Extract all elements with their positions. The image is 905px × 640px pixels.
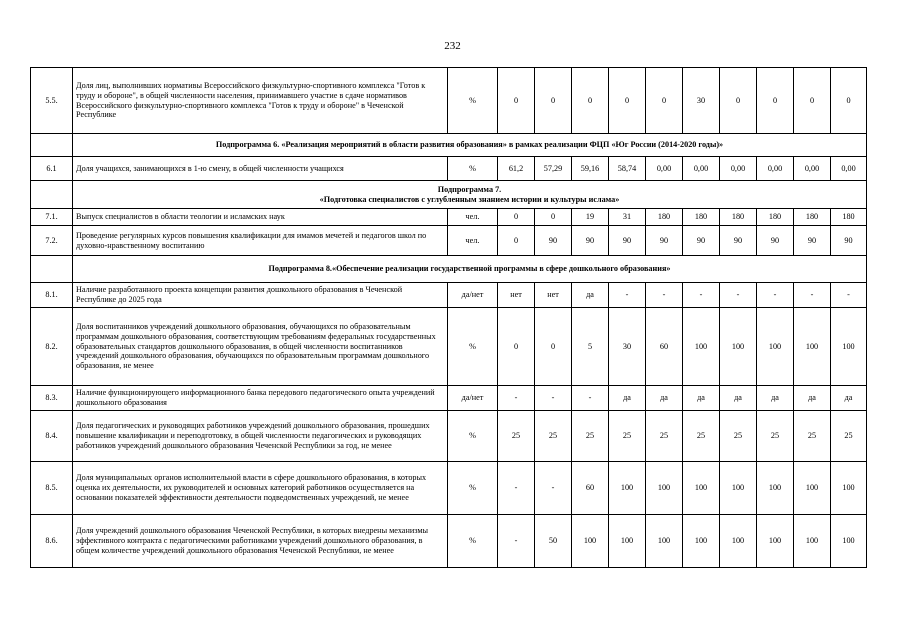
row-number: 8.5. — [31, 462, 73, 515]
value-cell: 25 — [757, 411, 794, 462]
value-cell: 25 — [831, 411, 867, 462]
indicator-description: Доля муниципальных органов исполнительной власти в сфере дошкольного образования, в которых оценка их деятельности, их руководителей и основных категорий работников осуществляется на основании показателей эффективности деятельности подведомственных учреждений, не менее — [73, 462, 448, 515]
value-cell: 0,00 — [683, 157, 720, 181]
table-row — [31, 157, 867, 181]
value-cell: 0,00 — [720, 157, 757, 181]
value-cell: 100 — [683, 308, 720, 386]
subprogram-title — [73, 134, 867, 157]
value-cell: 180 — [794, 209, 831, 226]
value-cell: 61,2 — [498, 157, 535, 181]
row-number: 6.1 — [31, 157, 73, 181]
value-cell: да — [720, 386, 757, 411]
value-cell: 90 — [757, 226, 794, 256]
value-cell: 100 — [609, 515, 646, 568]
unit-cell: % — [448, 462, 498, 515]
value-cell: 0,00 — [794, 157, 831, 181]
value-cell: 100 — [757, 515, 794, 568]
row-number: 8.3. — [31, 386, 73, 411]
indicator-description: Доля педагогических и руководящих работников учреждений дошкольного образования, прошедших повышение квалификации и переподготовку, в общей численности педагогических и руководящих работников учреждений дошкольного образования Чеченской Республики за год, не менее — [73, 411, 448, 462]
table-row — [31, 308, 867, 386]
value-cell: 90 — [572, 226, 609, 256]
value-cell: 180 — [720, 209, 757, 226]
value-cell: 180 — [831, 209, 867, 226]
row-number: 8.6. — [31, 515, 73, 568]
value-cell: нет — [498, 283, 535, 308]
value-cell: - — [646, 283, 683, 308]
subprogram-header-row — [31, 134, 867, 157]
unit-cell: % — [448, 157, 498, 181]
value-cell: - — [572, 386, 609, 411]
value-cell: 90 — [535, 226, 572, 256]
value-cell: да — [831, 386, 867, 411]
indicator-description: Выпуск специалистов в области теологии и исламских наук — [73, 209, 448, 226]
value-cell: 100 — [646, 462, 683, 515]
value-cell: 90 — [683, 226, 720, 256]
subprogram-title — [73, 256, 867, 283]
value-cell: 0 — [535, 68, 572, 134]
value-cell: 59,16 — [572, 157, 609, 181]
unit-cell: % — [448, 308, 498, 386]
value-cell: 100 — [794, 308, 831, 386]
value-cell: 30 — [683, 68, 720, 134]
value-cell: 100 — [720, 462, 757, 515]
value-cell: 90 — [794, 226, 831, 256]
row-number: 8.4. — [31, 411, 73, 462]
value-cell: - — [498, 386, 535, 411]
value-cell: да — [794, 386, 831, 411]
value-cell: 25 — [609, 411, 646, 462]
subprogram-title-line: Подпрограмма 6. «Реализация мероприятий в области развития образования» в рамках реализации ФЦП «Юг России (2014-2020 годы)» — [215, 140, 724, 150]
value-cell: 0 — [498, 308, 535, 386]
value-cell: 0 — [757, 68, 794, 134]
unit-cell: чел. — [448, 209, 498, 226]
value-cell: да — [646, 386, 683, 411]
value-cell: нет — [535, 283, 572, 308]
row-number: 5.5. — [31, 68, 73, 134]
indicator-description: Доля учащихся, занимающихся в 1-ю смену, в общей численности учащихся — [73, 157, 448, 181]
value-cell: - — [720, 283, 757, 308]
value-cell: 0,00 — [831, 157, 867, 181]
table-row — [31, 386, 867, 411]
value-cell: 0 — [572, 68, 609, 134]
value-cell: 100 — [720, 308, 757, 386]
value-cell: да — [572, 283, 609, 308]
indicator-description: Наличие функционирующего информационного банка передового педагогического опыта учреждений дошкольного образования — [73, 386, 448, 411]
indicator-description: Наличие разработанного проекта концепции развития дошкольного образования в Чеченской Республике до 2025 года — [73, 283, 448, 308]
value-cell: 25 — [535, 411, 572, 462]
unit-cell: % — [448, 68, 498, 134]
value-cell: 25 — [794, 411, 831, 462]
value-cell: - — [535, 462, 572, 515]
value-cell: 100 — [609, 462, 646, 515]
value-cell: 100 — [757, 308, 794, 386]
indicator-description: Проведение регулярных курсов повышения квалификации для имамов мечетей и педагогов школ по духовно-нравственному воспитанию — [73, 226, 448, 256]
value-cell: 19 — [572, 209, 609, 226]
subprogram-header-row — [31, 181, 867, 209]
row-number: 7.2. — [31, 226, 73, 256]
value-cell: да — [683, 386, 720, 411]
value-cell: - — [683, 283, 720, 308]
value-cell: 0 — [794, 68, 831, 134]
page-number: 232 — [444, 40, 461, 52]
value-cell: 0 — [609, 68, 646, 134]
subprogram-title-line: Подпрограмма 7. — [437, 184, 502, 194]
value-cell: 90 — [609, 226, 646, 256]
value-cell: 25 — [498, 411, 535, 462]
table-row — [31, 462, 867, 515]
value-cell: да — [757, 386, 794, 411]
indicator-description: Доля воспитанников учреждений дошкольного образования, обучающихся по образовательным программам дошкольного образования, соответствующим требованиям федеральных государственных образовательных стандартов дошкольного образования, в общей численности воспитанников учреждений дошкольного образования, обучающихся по образовательным программам дошкольного образования, не менее — [73, 308, 448, 386]
unit-cell: да/нет — [448, 283, 498, 308]
value-cell: 100 — [572, 515, 609, 568]
table-row — [31, 209, 867, 226]
value-cell: 0,00 — [646, 157, 683, 181]
value-cell: 100 — [831, 462, 867, 515]
subprogram-title-line: «Подготовка специалистов с углубленным знанием истории и культуры ислама» — [319, 194, 620, 204]
value-cell: 50 — [535, 515, 572, 568]
value-cell: 100 — [794, 462, 831, 515]
subprogram-header-row — [31, 256, 867, 283]
unit-cell: чел. — [448, 226, 498, 256]
value-cell: 100 — [794, 515, 831, 568]
table-row — [31, 68, 867, 134]
value-cell: - — [794, 283, 831, 308]
indicator-description: Доля учреждений дошкольного образования Чеченской Республики, в которых внедрены механизмы эффективного контракта с педагогическими работниками учреждений дошкольного образования, в общем количестве учреждений дошкольного образования Чеченской Республики, не менее — [73, 515, 448, 568]
subprogram-title-line: Подпрограмма 8.«Обеспечение реализации государственной программы в сфере дошкольного образования» — [268, 264, 671, 274]
value-cell: 90 — [720, 226, 757, 256]
subprogram-title — [73, 181, 867, 209]
value-cell: 0 — [535, 209, 572, 226]
value-cell: 31 — [609, 209, 646, 226]
blank-cell — [31, 181, 73, 209]
value-cell: - — [498, 515, 535, 568]
value-cell: 25 — [646, 411, 683, 462]
value-cell: 0 — [720, 68, 757, 134]
table-body — [31, 68, 867, 568]
value-cell: 30 — [609, 308, 646, 386]
table-row — [31, 411, 867, 462]
table-row — [31, 283, 867, 308]
value-cell: - — [498, 462, 535, 515]
value-cell: 60 — [646, 308, 683, 386]
row-number: 8.2. — [31, 308, 73, 386]
value-cell: 5 — [572, 308, 609, 386]
value-cell: - — [609, 283, 646, 308]
value-cell: 180 — [646, 209, 683, 226]
value-cell: 100 — [683, 515, 720, 568]
value-cell: - — [757, 283, 794, 308]
value-cell: 0 — [831, 68, 867, 134]
value-cell: 90 — [646, 226, 683, 256]
value-cell: 25 — [720, 411, 757, 462]
unit-cell: да/нет — [448, 386, 498, 411]
table-row — [31, 515, 867, 568]
value-cell: 100 — [831, 308, 867, 386]
value-cell: 100 — [831, 515, 867, 568]
value-cell: 25 — [683, 411, 720, 462]
value-cell: 0 — [498, 226, 535, 256]
value-cell: 60 — [572, 462, 609, 515]
value-cell: 100 — [757, 462, 794, 515]
table-row — [31, 226, 867, 256]
value-cell: 0 — [498, 209, 535, 226]
value-cell: 100 — [683, 462, 720, 515]
value-cell: 180 — [683, 209, 720, 226]
value-cell: 90 — [831, 226, 867, 256]
value-cell: 25 — [572, 411, 609, 462]
row-number: 8.1. — [31, 283, 73, 308]
value-cell: да — [609, 386, 646, 411]
value-cell: 0 — [646, 68, 683, 134]
value-cell: 58,74 — [609, 157, 646, 181]
value-cell: 0,00 — [757, 157, 794, 181]
value-cell: 57,29 — [535, 157, 572, 181]
row-number: 7.1. — [31, 209, 73, 226]
indicator-description: Доля лиц, выполнивших нормативы Всероссийского физкультурно-спортивного комплекса "Готов к труду и обороне", в общей численности населения, принимавшего участие в сдаче нормативов Всероссийского физкультурно-спортивного комплекса "Готов к труду и обороне" в Чеченской Республике — [73, 68, 448, 134]
value-cell: 100 — [720, 515, 757, 568]
unit-cell: % — [448, 411, 498, 462]
value-cell: 180 — [757, 209, 794, 226]
value-cell: 0 — [535, 308, 572, 386]
blank-cell — [31, 134, 73, 157]
blank-cell — [31, 256, 73, 283]
value-cell: - — [831, 283, 867, 308]
unit-cell: % — [448, 515, 498, 568]
indicators-table — [30, 67, 867, 568]
value-cell: - — [535, 386, 572, 411]
value-cell: 0 — [498, 68, 535, 134]
value-cell: 100 — [646, 515, 683, 568]
